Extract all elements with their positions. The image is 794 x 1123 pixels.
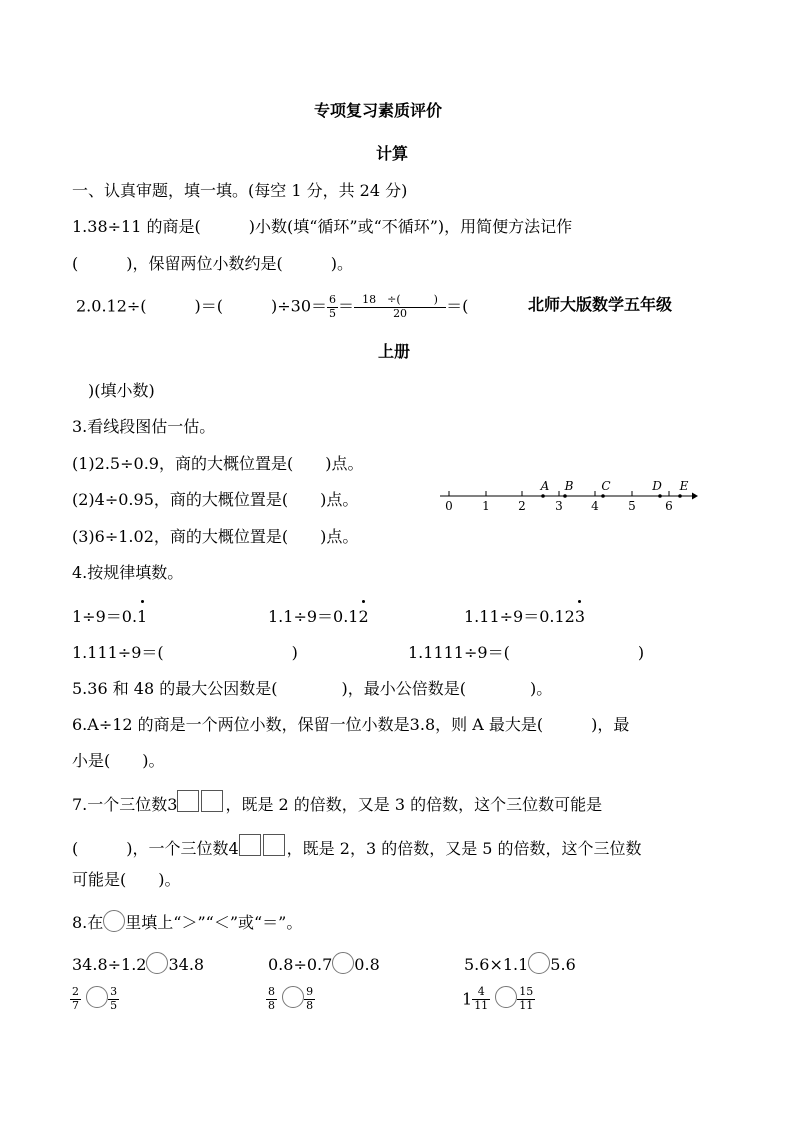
answer-circle — [495, 986, 517, 1008]
q8-fraction-compare: 1 $\frac{4}{11}$ $\frac{15}{11}$ — [462, 985, 534, 1012]
point-label: E — [679, 479, 689, 493]
answer-circle — [103, 910, 125, 932]
tick-label: 2 — [518, 499, 526, 513]
q4-expression: 1.1÷9＝0.12 — [268, 609, 369, 625]
answer-circle — [332, 952, 354, 974]
q2-equals: ＝ — [338, 296, 355, 316]
q2-continuation: )(填小数) — [88, 381, 155, 400]
q4-title: 4.按规律填数。 — [72, 563, 184, 582]
point-label: B — [564, 479, 574, 493]
point-label: A — [540, 479, 550, 493]
q4-blank-expression: 1.111÷9＝( ) — [72, 643, 298, 662]
point-label: C — [601, 479, 611, 493]
digit-box — [201, 790, 223, 812]
q3-title: 3.看线段图估一估。 — [72, 417, 216, 436]
tick-label: 4 — [591, 499, 599, 513]
q7-line1: 7.一个三位数3 ，既是 2 的倍数，又是 3 的倍数，这个三位数可能是 — [72, 790, 602, 813]
q7-line2: ( )，一个三位数4 ，既是 2，3 的倍数，又是 5 的倍数，这个三位数 — [72, 834, 642, 857]
answer-circle — [146, 952, 168, 974]
repeating-digit: 1 — [137, 607, 147, 626]
q3-item-2: (2)4÷0.95，商的大概位置是( )点。 — [72, 490, 359, 509]
digit-box — [177, 790, 199, 812]
answer-circle — [528, 952, 550, 974]
watermark-text-2: 上册 — [378, 342, 411, 361]
q5-text: 5.36 和 48 的最大公因数是( )，最小公倍数是( )。 — [72, 679, 553, 698]
tick-label: 1 — [482, 499, 490, 513]
q6-line1: 6.A÷12 的商是一个两位小数，保留一位小数是3.8，则 A 最大是( )，最 — [72, 715, 630, 734]
answer-circle — [282, 986, 304, 1008]
q4-expression: 1.11÷9＝0.123 — [464, 609, 585, 625]
q3-item-3: (3)6÷1.02，商的大概位置是( )点。 — [72, 527, 359, 546]
tick-label: 6 — [665, 499, 673, 513]
answer-circle — [86, 986, 108, 1008]
q8-compare: 34.8÷1.2 34.8 — [72, 952, 204, 974]
page-title: 专项复习素质评价 — [314, 101, 443, 120]
digit-box — [263, 834, 285, 856]
q8-title: 8.在 里填上“＞”“＜”或“＝”。 — [72, 910, 302, 932]
q7-line3: 可能是( )。 — [72, 870, 181, 889]
q4-expression: 1÷9＝0.1 — [72, 609, 147, 625]
q1-line2: ( )，保留两位小数约是( )。 — [72, 254, 353, 273]
q8-fraction-compare: $\frac{2}{7}$ $\frac{3}{5}$ — [72, 985, 118, 1012]
tick-label: 3 — [555, 499, 563, 513]
point-label: D — [652, 479, 662, 493]
q6-line2: 小是( )。 — [72, 751, 165, 770]
page-subtitle: 计算 — [376, 144, 409, 163]
q8-compare: 5.6×1.1 5.6 — [464, 952, 576, 974]
q2-part2: ＝( — [446, 296, 469, 316]
q8-fraction-compare: $\frac{8}{8}$ $\frac{9}{8}$ — [268, 985, 314, 1012]
repeating-digit: 2 — [358, 607, 368, 626]
q3-item-1: (1)2.5÷0.9，商的大概位置是( )点。 — [72, 454, 364, 473]
number-line — [430, 478, 705, 514]
q2-line — [76, 294, 468, 320]
tick-label: 5 — [628, 499, 636, 513]
watermark-text: 北师大版数学五年级 — [528, 295, 673, 314]
q2-fraction-1: $\frac{6}{5}$ — [329, 293, 337, 320]
repeating-digit: 3 — [575, 607, 585, 626]
q1-line1: 1.38÷11 的商是( )小数(填“循环”或“不循环”)，用简便方法记作 — [72, 217, 573, 236]
q8-compare: 0.8÷0.7 0.8 — [268, 952, 380, 974]
q2-fraction-2: $\frac{18 \div( )}{20}$ — [354, 294, 446, 320]
tick-label: 0 — [445, 499, 453, 513]
q4-blank-expression: 1.1111÷9＝( ) — [408, 643, 645, 662]
section-heading: 一、认真审题，填一填。(每空 1 分，共 24 分) — [72, 181, 408, 200]
q2-part1: 2.0.12÷( )＝( )÷30＝ — [76, 296, 328, 316]
digit-box — [239, 834, 261, 856]
